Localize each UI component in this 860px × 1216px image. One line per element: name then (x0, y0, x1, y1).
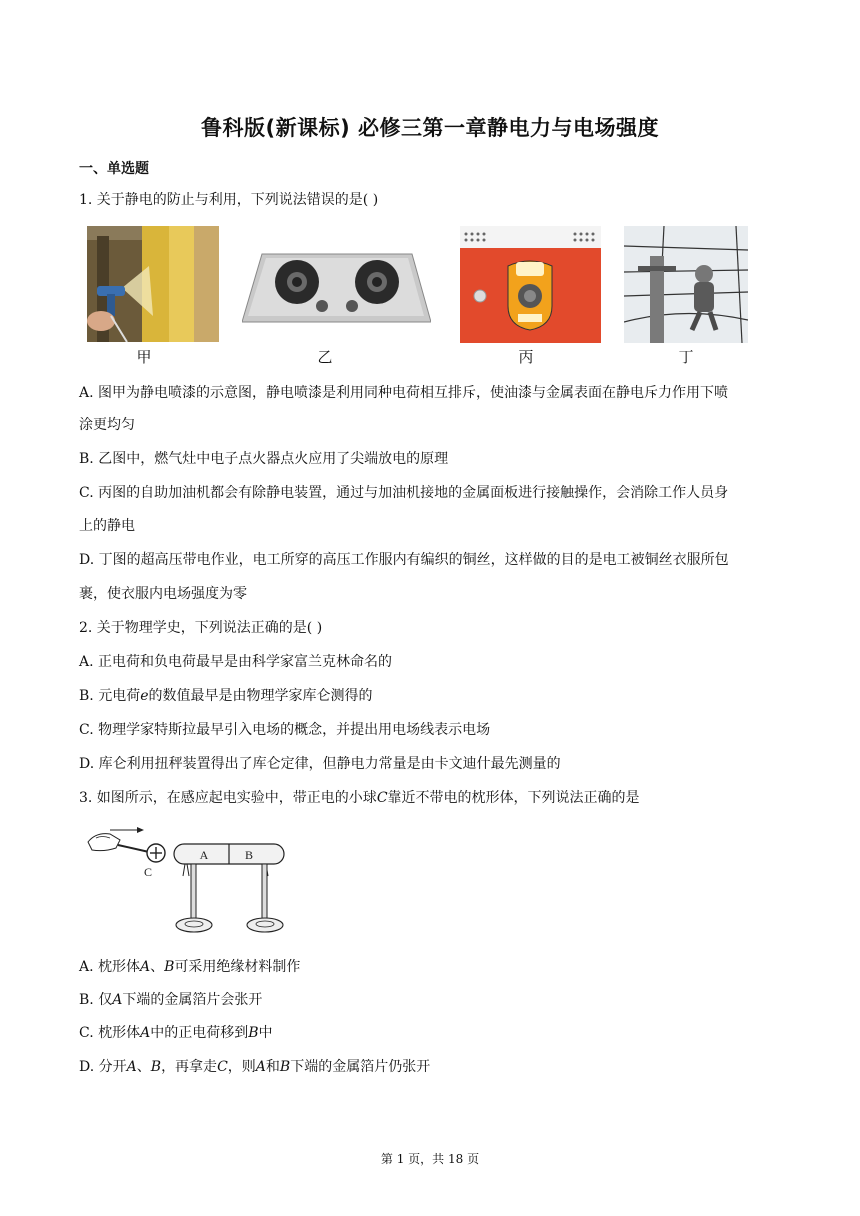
q1-option-c-line1: C. 丙图的自助加油机都会有除静电装置，通过与加油机接地的金属面板进行接触操作，会消除工作人员身 (79, 485, 729, 501)
q3-stem: 3. 如图所示，在感应起电实验中，带正电的小球C靠近不带电的枕形体，下列说法正确的是 (79, 790, 640, 806)
q1-stem: 1. 关于静电的防止与利用，下列说法错误的是( ) (79, 192, 379, 208)
page-title: 鲁科版(新课标) 必修三第一章静电力与电场强度 (200, 116, 659, 140)
q1-option-a-line2: 涂更均匀 (79, 417, 135, 433)
caption-bing: 丙 (518, 348, 534, 366)
q3-option-a: A. 枕形体A、B可采用绝缘材料制作 (79, 959, 301, 975)
q1-option-d-line2: 裹，使衣服内电场强度为零 (79, 586, 247, 602)
power-line-worker-image (624, 226, 748, 343)
label-a: A (199, 848, 209, 862)
fuel-dispenser-image (460, 226, 601, 343)
page-footer: 第 1 页，共 18 页 (380, 1152, 480, 1166)
caption-ding: 丁 (678, 348, 694, 366)
label-c: C (144, 865, 153, 879)
q3-option-c: C. 枕形体A中的正电荷移到B中 (79, 1025, 273, 1041)
section-heading: 一、单选题 (79, 161, 149, 177)
q1-option-a-line1: A. 图甲为静电喷漆的示意图，静电喷漆是利用同种电荷相互排斥，使油漆与金属表面在静电斥力作用下喷 (79, 385, 729, 401)
q3-option-d: D. 分开A、B，再拿走C，则A和B下端的金属箔片仍张开 (79, 1059, 431, 1075)
induction-experiment-figure (86, 824, 296, 938)
q1-option-d-line1: D. 丁图的超高压带电作业，电工所穿的高压工作服内有编织的铜丝，这样做的目的是电工被铜丝衣服所包 (79, 552, 729, 568)
q2-option-d: D. 库仑利用扭秤装置得出了库仑定律，但静电力常量是由卡文迪什最先测量的 (79, 756, 561, 772)
q1-option-b: B. 乙图中，燃气灶中电子点火器点火应用了尖端放电的原理 (79, 451, 449, 467)
spray-paint-image (87, 226, 219, 342)
caption-yi: 乙 (317, 348, 333, 366)
q3-option-b: B. 仅A下端的金属箔片会张开 (79, 992, 263, 1008)
label-b: B (244, 848, 254, 862)
caption-jia: 甲 (136, 348, 152, 366)
q2-option-b: B. 元电荷e的数值最早是由物理学家库仑测得的 (79, 688, 373, 704)
q2-stem: 2. 关于物理学史，下列说法正确的是( ) (79, 620, 323, 636)
gas-stove-image (242, 252, 431, 324)
q2-option-c: C. 物理学家特斯拉最早引入电场的概念，并提出用电场线表示电场 (79, 722, 491, 738)
q1-option-c-line2: 上的静电 (79, 518, 135, 534)
q2-option-a: A. 正电荷和负电荷最早是由科学家富兰克林命名的 (79, 654, 393, 670)
